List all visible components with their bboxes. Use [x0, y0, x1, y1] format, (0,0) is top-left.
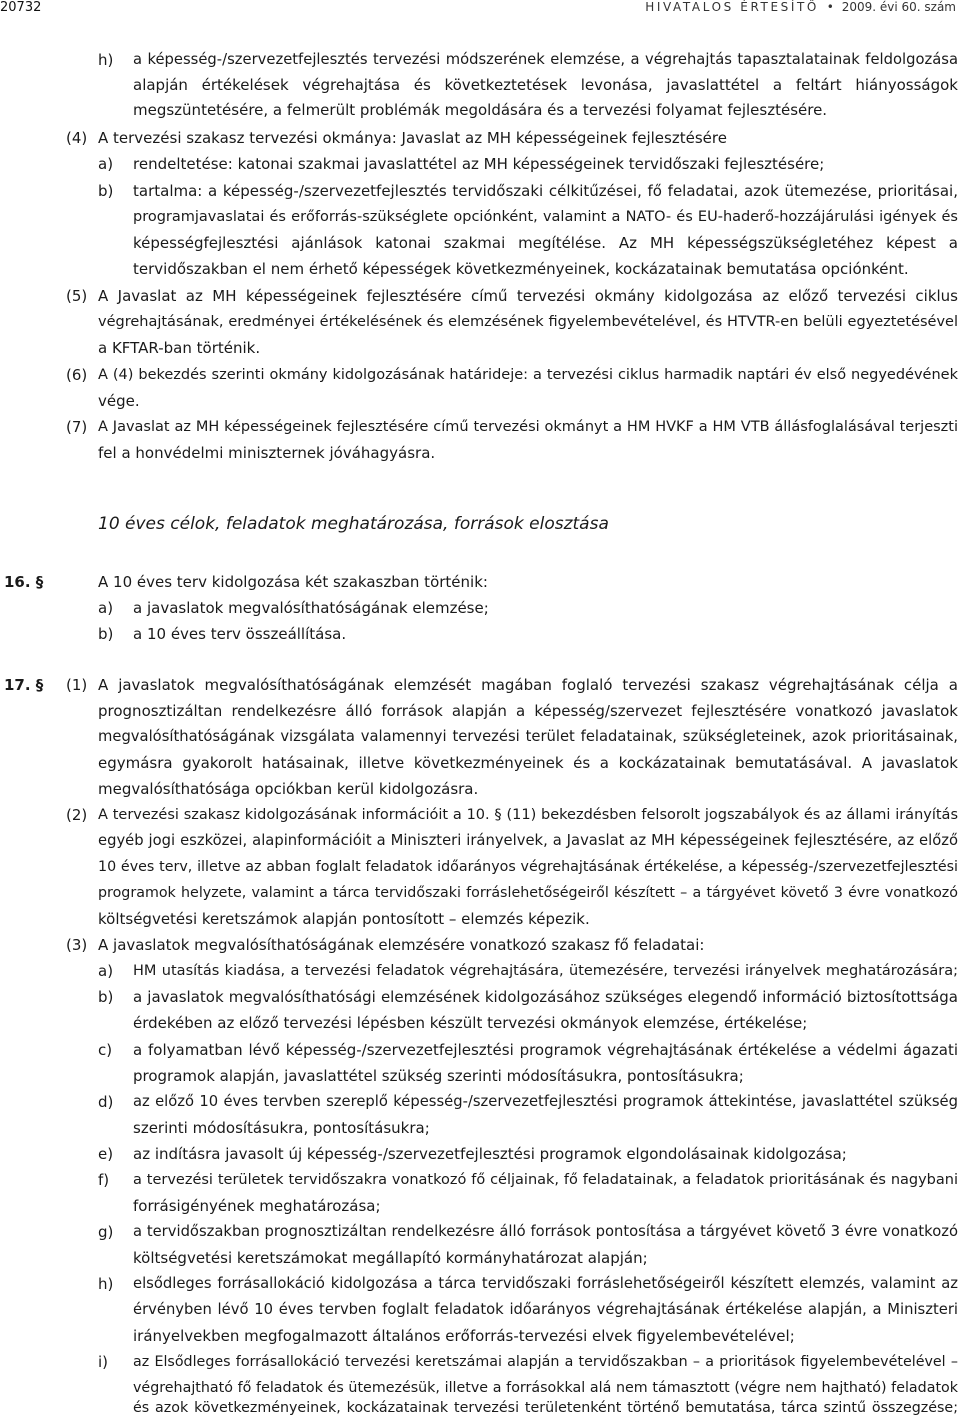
body-line: egymásra gyakorolt hatásainak, illetve következményeinek és a kockázatainak bemutatásával. A javaslatok — [98, 754, 958, 772]
paragraph-number: (2) — [66, 806, 88, 824]
body-line: A (4) bekezdés szerinti okmány kidolgozásának határideje: a tervezési ciklus harmadik naptári év első negyedévének — [98, 367, 958, 383]
body-line: szerinti módosításukra, pontosításukra; — [133, 1119, 430, 1137]
body-line: megvalósíthatóságának vizsgálata valamennyi tervezési terület feladatainak, szükségleteinek, azok prioritásainak, — [98, 728, 958, 745]
body-line: érvényben lévő 10 éves tervben foglalt feladatok időarányos végrehajtásának értékelése alapján, a Miniszteri — [133, 1301, 958, 1318]
running-header — [645, 0, 956, 14]
item-label: d) — [98, 1093, 114, 1111]
item-label: b) — [98, 988, 114, 1006]
body-line: a 10 éves terv összeállítása. — [133, 625, 347, 643]
item-label: h) — [98, 1275, 114, 1293]
item-label: c) — [98, 1041, 113, 1059]
body-line: prognosztizáltan rendelkezésre álló források alapján a képesség/szervezet fejlesztésére vonatkozó javaslatok — [98, 702, 958, 720]
page-header — [0, 0, 960, 16]
body-line: forrásigényének meghatározása; — [133, 1197, 381, 1215]
paragraph-number: (1) — [66, 676, 88, 694]
body-line: A 10 éves terv kidolgozása két szakaszban történik: — [98, 573, 488, 591]
body-line: érdekében az előző tervezési lépésben készült tervezési okmányok elemzése, értékelése; — [133, 1014, 808, 1032]
body-line: költségvetési keretszámokat megállapító kormányhatározat alapján; — [133, 1249, 648, 1267]
body-line: az Elsődleges forrásallokáció tervezési keretszámai alapján a tervidőszakban – a prioritások figyelembevételével – — [133, 1354, 958, 1370]
body-line: tartalma: a képesség-/szervezetfejlesztés tervidőszaki célkitűzései, fő feladatai, azok ütemezése, prioritásai, — [133, 182, 958, 200]
item-label: a) — [98, 599, 114, 617]
body-line: képességfejlesztési ajánlások katonai szakmai megítélése. Az MH képességszükségletéhez képest a — [133, 234, 958, 252]
body-line: A javaslatok megvalósíthatóságának elemzésére vonatkozó szakasz fő feladatai: — [98, 936, 705, 954]
body-line: a tervezési területek tervidőszakra vonatkozó fő céljainak, fő feladatainak, a feladatok prioritásának és nagybani — [133, 1172, 958, 1188]
paragraph-number: (7) — [66, 418, 88, 436]
publication-title: HIVATALOS ÉRTESÍTŐ — [645, 0, 819, 14]
item-label: g) — [98, 1223, 114, 1241]
body-line: A tervezési szakasz kidolgozásának információit a 10. § (11) bekezdésben felsorolt jogszabályok és az állami irányítás — [98, 807, 958, 823]
item-label: f) — [98, 1171, 110, 1189]
body-line: A tervezési szakasz tervezési okmánya: Javaslat az MH képességeinek fejlesztésére — [98, 129, 727, 147]
paragraph-number: (3) — [66, 936, 88, 954]
item-label: a) — [98, 962, 114, 980]
body-line: HM utasítás kiadása, a tervezési feladatok végrehajtására, ütemezésére, tervezési irányelvek meghatározására; — [133, 963, 958, 979]
section-number: 16. § — [4, 573, 44, 591]
section-number: 17. § — [4, 676, 44, 694]
body-line: a tervidőszakban prognosztizáltan rendelkezésre álló források pontosítása a tárgyévet követő 3 évre vonatkozó — [133, 1223, 958, 1240]
body-line: a folyamatban lévő képesség-/szervezetfejlesztési programok végrehajtásának értékelése a védelmi ágazati — [133, 1041, 958, 1059]
item-label: h) — [98, 51, 114, 69]
body-line: alapján értékelések végrehajtása és következtetések levonása, javaslattétel a feltárt hiányosságok — [133, 76, 958, 94]
body-line: programok helyzete, valamint a tárca tervidőszaki forráslehetőségeiről készített – a tárgyévet követő 3 évre vonatkozó — [98, 885, 958, 901]
body-line: költségvetési keretszámok alapján pontosított – elemzés képezik. — [98, 910, 590, 928]
item-label: a) — [98, 155, 114, 173]
body-line: vége. — [98, 392, 140, 410]
body-line: A Javaslat az MH képességeinek fejlesztésére című tervezési okmányt a HM HVKF a HM VTB állásfoglalásával terjeszti — [98, 419, 958, 435]
body-line: rendeltetése: katonai szakmai javaslattétel az MH képességeinek tervidőszaki fejlesztésére; — [133, 155, 825, 173]
bullet-separator: • — [826, 0, 834, 14]
item-label: i) — [98, 1353, 109, 1371]
item-label: e) — [98, 1145, 114, 1163]
body-line: az indításra javasolt új képesség-/szervezetfejlesztési programok elgondolásainak kidolgozása; — [133, 1145, 847, 1163]
body-line: programjavaslatai és erőforrás-szükséglete opciónként, valamint a NATO- és EU-haderő-hozzájárulási igények és — [133, 209, 958, 225]
paragraph-number: (6) — [66, 366, 88, 384]
body-line: és azok következményeinek, kockázatainak tervezési területenként történő bemutatása, tárca szintű összegzése; — [133, 1400, 958, 1416]
body-line: az előző 10 éves tervben szereplő képesség-/szervezetfejlesztési programok áttekintése, javaslattétel szükség — [133, 1093, 958, 1110]
body-line: a javaslatok megvalósíthatóságának elemzése; — [133, 599, 489, 617]
body-line: 10 éves terv, illetve az abban foglalt feladatok időarányos végrehajtásának értékelése, a képesség-/szervezetfejlesztési — [98, 859, 958, 875]
body-line: végrehajtható fő feladatok és ütemezésük, illetve a forrásokkal alá nem támasztott (végre nem hajtható) feladatok — [133, 1380, 958, 1396]
body-line: elsődleges forrásallokáció kidolgozása a tárca tervidőszaki forráslehetőségeiről készített elemzés, valamint az — [133, 1275, 958, 1292]
paragraph-number: (5) — [66, 287, 88, 305]
body-line: irányelvekben megfogalmazott általános erőforrás-tervezési elvek figyelembevételével; — [133, 1327, 795, 1345]
body-line: fel a honvédelmi miniszternek jóváhagyásra. — [98, 444, 436, 462]
body-line: a KFTAR-ban történik. — [98, 339, 261, 357]
body-line: megszüntetésére, a felmerült problémák megoldására és a tervezési folyamat fejlesztésére. — [133, 101, 828, 119]
body-line: a képesség-/szervezetfejlesztés tervezési módszerének elemzése, a végrehajtás tapasztalatainak feldolgozása — [133, 51, 958, 68]
body-line: A javaslatok megvalósíthatóságának elemzését magában foglaló tervezési szakasz végrehajtásának célja a — [98, 676, 958, 694]
body-line: egyéb jogi eszközei, alapinformációit a Miniszteri irányelvek, a Javaslat az MH képességeinek fejlesztésére, az előző — [98, 832, 958, 849]
body-line: a javaslatok megvalósíthatósági elemzésének kidolgozásához szükséges elegendő információ biztosítottsága — [133, 988, 958, 1006]
body-line: megvalósíthatósága opciókban kerül kidolgozásra. — [98, 780, 479, 798]
body-line: programok alapján, javaslattétel szükség szerinti módosításukra, pontosításukra; — [133, 1067, 744, 1085]
body-line: végrehajtásának, eredményei értékelésének és elemzésének figyelembevételével, és HTVTR-en belüli egyeztetésével — [98, 314, 958, 330]
body-line: tervidőszakban el nem érhető képességek következményeinek, kockázatainak bemutatása opciónként. — [133, 260, 909, 278]
body-line: A Javaslat az MH képességeinek fejlesztésére című tervezési okmány kidolgozása az előző tervezési ciklus — [98, 287, 958, 305]
section-heading: 10 éves célok, feladatok meghatározása, források elosztása — [98, 514, 609, 534]
item-label: b) — [98, 625, 114, 643]
item-label: b) — [98, 182, 114, 200]
paragraph-number: (4) — [66, 129, 88, 147]
issue-number: 2009. évi 60. szám — [841, 0, 956, 14]
page-number: 20732 — [0, 0, 42, 15]
